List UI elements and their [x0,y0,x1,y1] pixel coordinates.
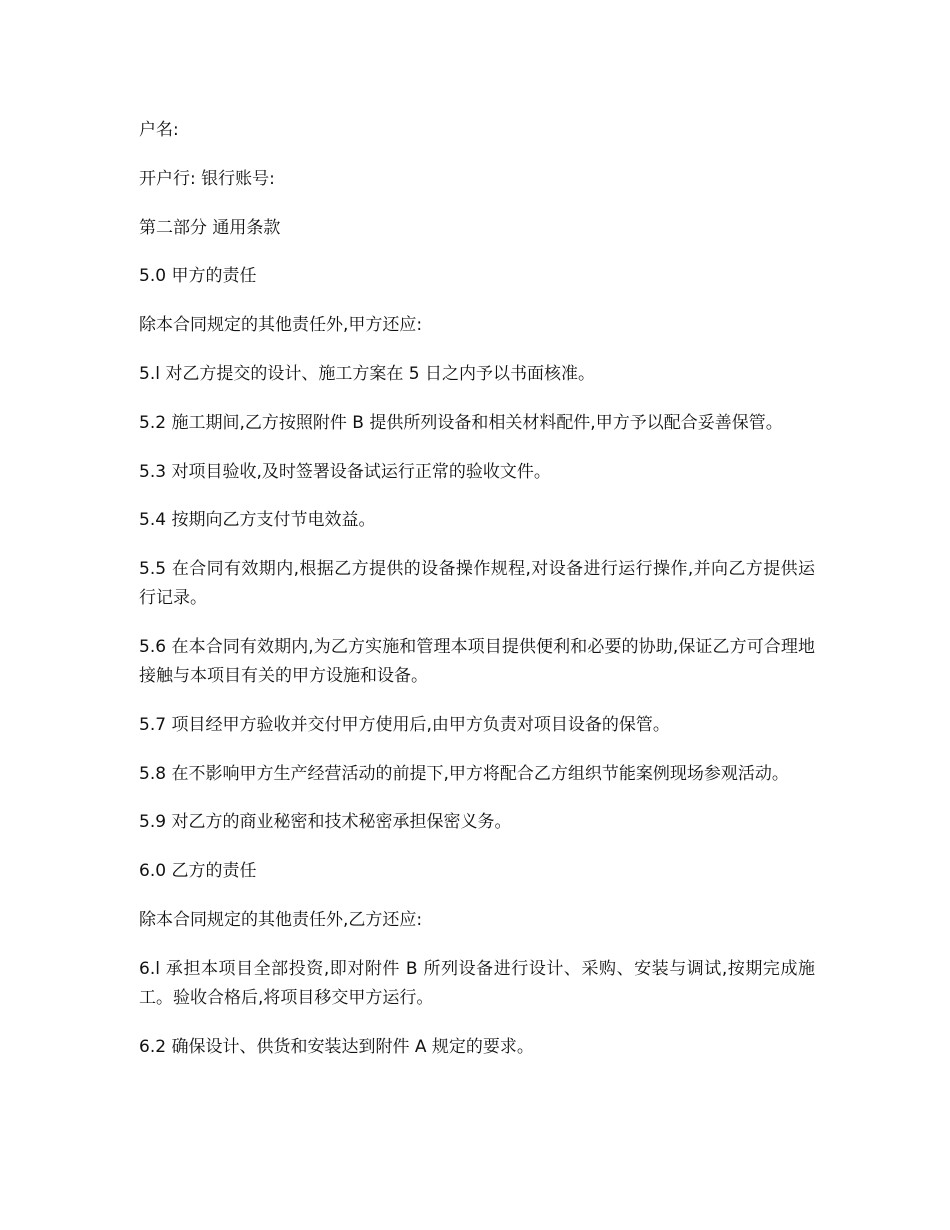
clause-5-1: 5.l 对乙方提交的设计、施工方案在 5 日之内予以书面核准。 [139,363,595,384]
section-5-heading: 5.0 甲方的责任 [139,266,257,287]
clause-5-7: 5.7 项目经甲方验收并交付甲方使用后,由甲方负责对项目设备的保管。 [139,714,670,735]
part-two-heading: 第二部分 通用条款 [139,217,281,238]
bank-account-line: 开户行: 银行账号: [139,168,275,189]
clause-5-8: 5.8 在不影响甲方生产经营活动的前提下,甲方将配合乙方组织节能案例现场参观活动。 [139,763,789,784]
clause-5-4: 5.4 按期向乙方支付节电效益。 [139,510,376,531]
account-name-line: 户名: [139,120,179,140]
clause-5-6: 5.6 在本合同有效期内,为乙方实施和管理本项目提供便利和必要的协助,保证乙方可合理地接触与本项目有关的甲方设施和设备。 [139,636,815,686]
clause-5-2: 5.2 施工期间,乙方按照附件 B 提供所列设备和相关材料配件,甲方予以配合妥善保管。 [139,412,783,433]
clause-5-9: 5.9 对乙方的商业秘密和技术秘密承担保密义务。 [139,812,512,833]
document-body [139,116,815,1081]
clause-6-2: 6.2 确保设计、供货和安装达到附件 A 规定的要求。 [139,1036,534,1057]
section-6-intro: 除本合同规定的其他责任外,乙方还应: [139,909,423,930]
clause-5-3: 5.3 对项目验收,及时签署设备试运行正常的验收文件。 [139,461,551,482]
section-6-heading: 6.0 乙方的责任 [139,861,257,882]
clause-6-1: 6.l 承担本项目全部投资,即对附件 B 所列设备进行设计、采购、安装与调试,按期完成施工。验收合格后,将项目移交甲方运行。 [139,958,815,1008]
clause-5-5: 5.5 在合同有效期内,根据乙方提供的设备操作规程,对设备进行运行操作,并向乙方提供运行记录。 [139,559,815,609]
section-5-intro: 除本合同规定的其他责任外,甲方还应: [139,315,423,336]
